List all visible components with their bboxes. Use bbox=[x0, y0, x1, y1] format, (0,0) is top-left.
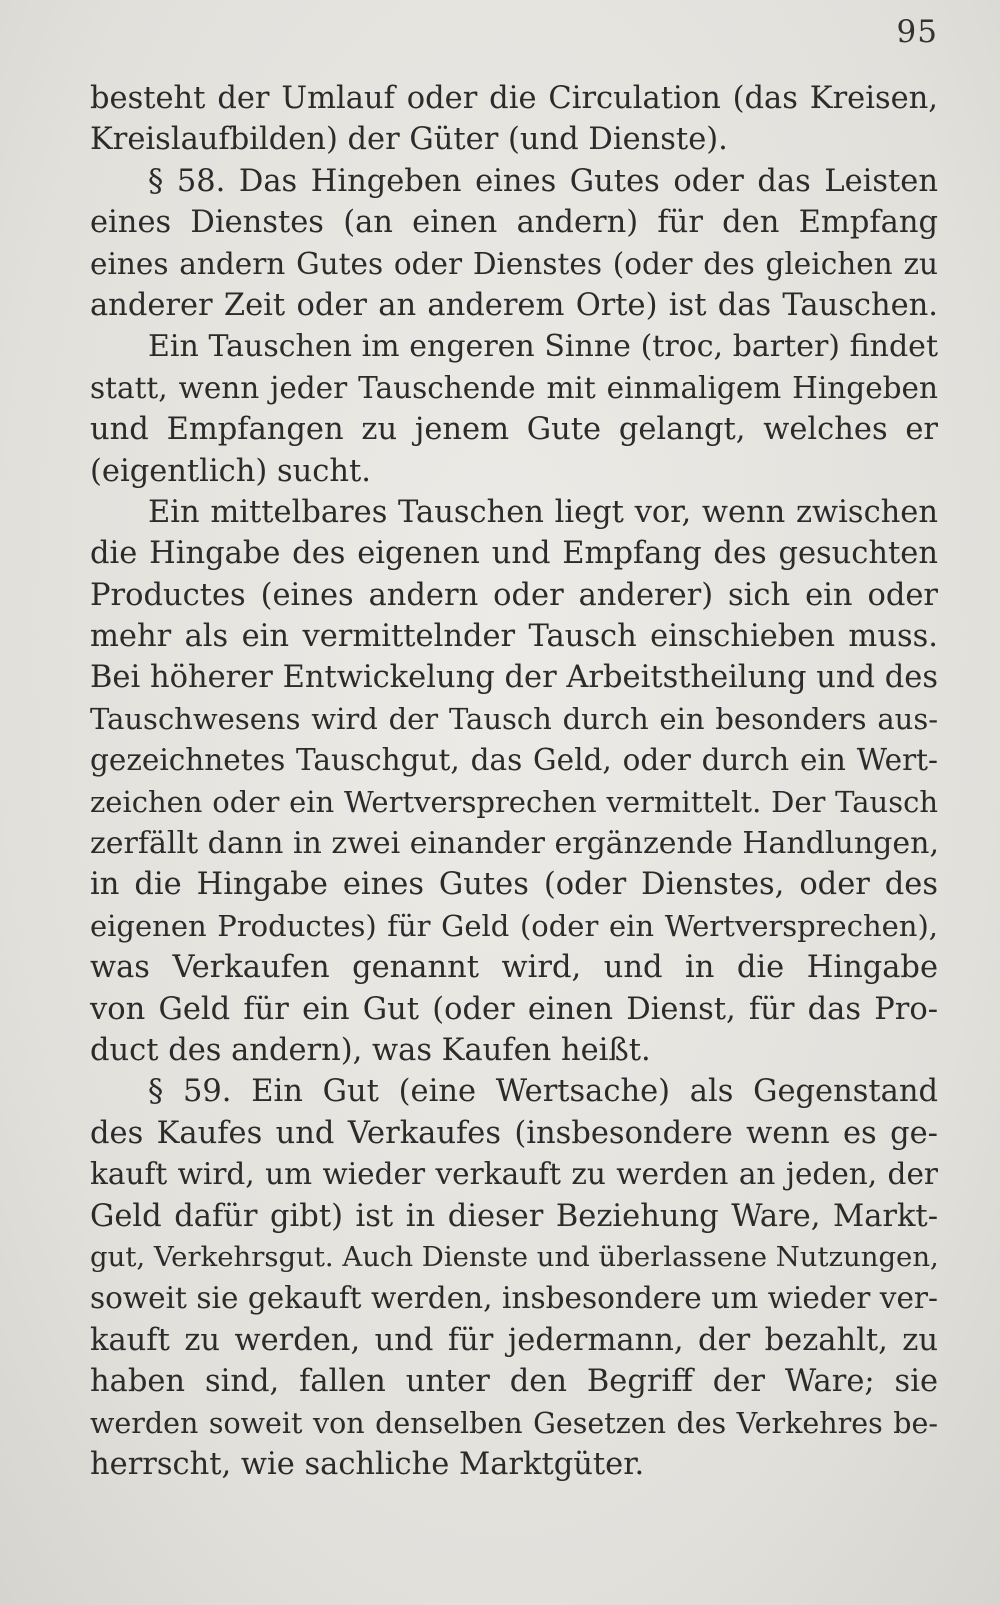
text-line: werden soweit von denselben Gesetzen des Verkehres be- bbox=[90, 1406, 938, 1440]
text-line: Productes (eines andern oder anderer) sich ein oder bbox=[90, 577, 938, 613]
text-line: Tauschwesens wird der Tausch durch ein besonders aus- bbox=[90, 701, 938, 736]
text-line: eines andern Gutes oder Dienstes (oder des gleichen zu bbox=[90, 246, 938, 281]
page-number: 95 bbox=[896, 14, 938, 50]
text-line: § 59. Ein Gut (eine Wertsache) als Gegenstand bbox=[148, 1074, 938, 1110]
text-line: (eigentlich) sucht. bbox=[90, 453, 371, 489]
text-line: in die Hingabe eines Gutes (oder Dienstes, oder des bbox=[90, 867, 938, 903]
text-line: von Geld für ein Gut (oder einen Dienst, für das Pro- bbox=[90, 991, 938, 1027]
text-line: haben sind, fallen unter den Begriff der Ware; sie bbox=[90, 1364, 938, 1400]
text-line: § 58. Das Hingeben eines Gutes oder das Leisten bbox=[148, 163, 938, 199]
text-line: und Empfangen zu jenem Gute gelangt, welches er bbox=[90, 412, 938, 448]
text-line: zerfällt dann in zwei einander ergänzende Handlungen, bbox=[90, 826, 939, 862]
text-line: zeichen oder ein Wertversprechen vermittelt. Der Tausch bbox=[90, 784, 938, 819]
text-line: anderer Zeit oder an anderem Orte) ist das Tauschen. bbox=[90, 287, 938, 323]
text-line: Ein mittelbares Tauschen liegt vor, wenn zwischen bbox=[148, 494, 938, 530]
body-text bbox=[90, 78, 938, 1485]
text-line: Bei höherer Entwickelung der Arbeitstheilung und des bbox=[90, 660, 938, 696]
text-line: gut, Verkehrsgut. Auch Dienste und überlassene Nutzungen, bbox=[90, 1240, 939, 1273]
text-line: mehr als ein vermittelnder Tausch einschieben muss. bbox=[90, 619, 938, 655]
text-line: soweit sie gekauft werden, insbesondere um wieder ver- bbox=[90, 1281, 938, 1316]
text-line: Ein Tauschen im engeren Sinne (troc, barter) findet bbox=[148, 329, 938, 365]
text-line: Geld dafür gibt) ist in dieser Beziehung Ware, Markt- bbox=[90, 1198, 938, 1234]
text-line: duct des andern), was Kaufen heißt. bbox=[90, 1032, 651, 1068]
text-line: statt, wenn jeder Tauschende mit einmaligem Hingeben bbox=[90, 370, 938, 405]
text-line: kauft wird, um wieder verkauft zu werden an jeden, der bbox=[90, 1157, 938, 1192]
text-line: eigenen Productes) für Geld (oder ein Wertversprechen), bbox=[90, 908, 938, 943]
text-line: des Kaufes und Verkaufes (insbesondere wenn es ge- bbox=[90, 1115, 938, 1151]
text-line: gezeichnetes Tauschgut, das Geld, oder durch ein Wert- bbox=[90, 743, 938, 778]
text-line: besteht der Umlauf oder die Circulation (das Kreisen, bbox=[90, 81, 938, 116]
text-line: Kreislaufbilden) der Güter (und Dienste). bbox=[90, 122, 728, 158]
text-line: eines Dienstes (an einen andern) für den Empfang bbox=[90, 205, 938, 241]
text-line: was Verkaufen genannt wird, und in die Hingabe bbox=[90, 950, 938, 986]
text-line: die Hingabe des eigenen und Empfang des gesuchten bbox=[90, 536, 938, 572]
text-line: kauft zu werden, und für jedermann, der bezahlt, zu bbox=[90, 1322, 938, 1358]
text-line: herrscht, wie sachliche Marktgüter. bbox=[90, 1446, 645, 1482]
